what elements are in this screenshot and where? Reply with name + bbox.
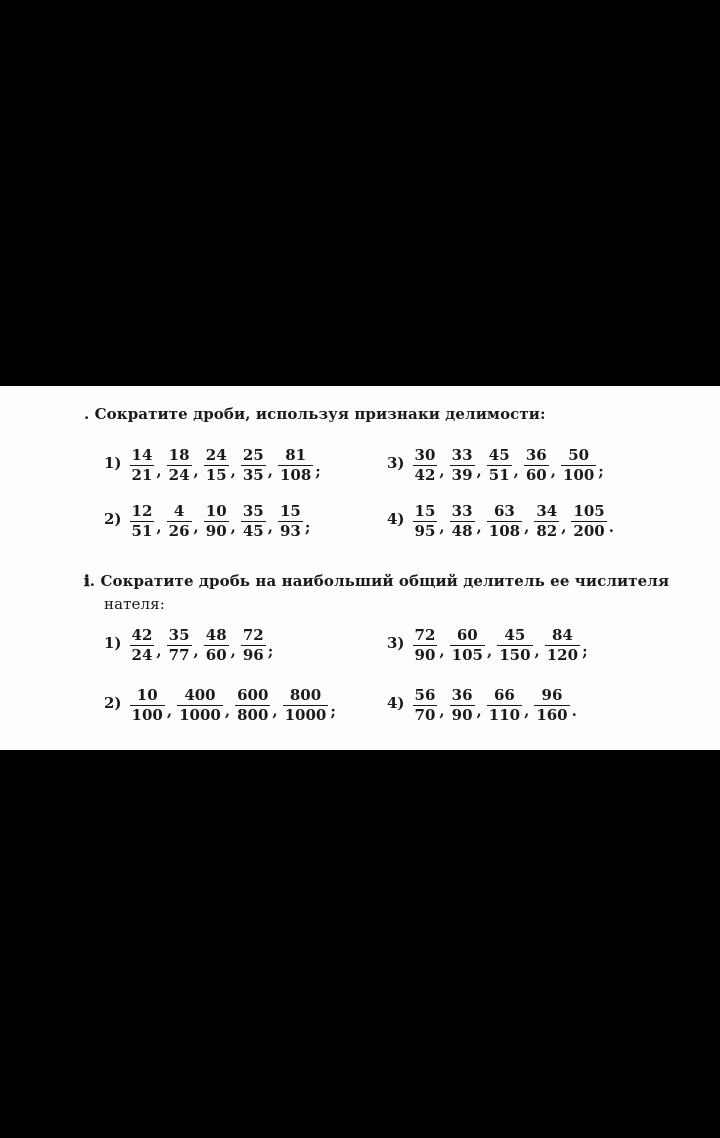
numerator: 63	[493, 501, 515, 520]
comma-separator: ,	[267, 518, 273, 536]
numerator: 72	[242, 625, 264, 644]
numerator: 24	[205, 445, 227, 464]
denominator: 160	[536, 705, 568, 724]
numerator: 45	[504, 625, 526, 644]
end-punctuation: ;	[315, 462, 321, 480]
task2-group-1	[104, 623, 278, 667]
comma-separator: ,	[156, 462, 162, 480]
fraction	[524, 446, 549, 485]
denominator: 1000	[284, 705, 327, 724]
denominator: 800	[237, 705, 269, 724]
denominator: 90	[451, 705, 473, 724]
item-label: 3)	[387, 634, 405, 652]
comma-separator: ,	[524, 702, 530, 720]
numerator: 10	[205, 501, 227, 520]
fraction	[278, 446, 313, 485]
denominator: 39	[451, 465, 473, 484]
task2-group-4	[387, 683, 582, 727]
comma-separator: ,	[550, 462, 556, 480]
denominator: 77	[168, 645, 190, 664]
comma-separator: ,	[486, 642, 493, 660]
task1-group-2	[104, 499, 315, 543]
end-punctuation: .	[571, 702, 577, 720]
denominator: 150	[499, 645, 531, 664]
fraction	[534, 502, 559, 541]
denominator: 45	[242, 521, 264, 540]
comma-separator: ,	[193, 462, 199, 480]
item-label: 4)	[387, 694, 405, 712]
denominator: 96	[242, 645, 264, 664]
comma-separator: ,	[439, 642, 445, 660]
fraction	[534, 686, 569, 725]
fraction	[241, 502, 266, 541]
numerator: 30	[414, 445, 436, 464]
denominator: 108	[488, 521, 521, 540]
numerator: 12	[131, 501, 153, 520]
fraction	[497, 626, 532, 665]
task2-heading: ℹ. Сократите дробь на наибольший общий делитель ее числителя	[84, 572, 670, 590]
comma-separator: ,	[439, 518, 445, 536]
item-label: 2)	[104, 694, 122, 712]
numerator: 36	[451, 685, 473, 704]
fraction	[487, 446, 512, 485]
fraction	[177, 686, 223, 725]
comma-separator: ,	[513, 462, 519, 480]
fraction	[413, 686, 438, 725]
comma-separator: ,	[193, 518, 199, 536]
numerator: 66	[493, 685, 515, 704]
numerator: 18	[168, 445, 190, 464]
denominator: 110	[488, 705, 521, 724]
fraction	[450, 686, 475, 725]
denominator: 95	[414, 521, 436, 540]
numerator: 15	[279, 501, 301, 520]
comma-separator: ,	[476, 462, 482, 480]
comma-separator: ,	[267, 462, 273, 480]
end-punctuation: ;	[582, 642, 588, 660]
denominator: 60	[205, 645, 227, 664]
fraction	[235, 686, 270, 725]
item-label: 2)	[104, 510, 122, 528]
denominator: 1000	[179, 705, 221, 724]
fraction	[130, 686, 165, 725]
numerator: 35	[242, 501, 264, 520]
fraction	[283, 686, 329, 725]
numerator: 4	[173, 501, 185, 520]
comma-separator: ,	[439, 462, 445, 480]
numerator: 800	[289, 685, 322, 704]
comma-separator: ,	[524, 518, 530, 536]
numerator: 33	[451, 501, 473, 520]
comma-separator: ,	[439, 702, 445, 720]
denominator: 108	[279, 465, 312, 484]
numerator: 25	[242, 445, 264, 464]
comma-separator: ,	[193, 642, 199, 660]
item-label: 1)	[104, 454, 122, 472]
end-punctuation: ;	[330, 702, 336, 720]
comma-separator: ,	[224, 702, 231, 720]
fraction	[167, 626, 192, 665]
numerator: 600	[237, 685, 269, 704]
fraction	[450, 446, 475, 485]
item-label: 1)	[104, 634, 122, 652]
fraction	[487, 686, 522, 725]
fraction	[130, 502, 155, 541]
fraction	[450, 502, 475, 541]
fraction	[167, 502, 192, 541]
task2-group-3	[387, 623, 593, 667]
fraction	[545, 626, 580, 665]
denominator: 60	[525, 465, 547, 484]
denominator: 100	[562, 465, 595, 484]
numerator: 50	[568, 445, 590, 464]
denominator: 42	[414, 465, 436, 484]
end-punctuation: ;	[304, 518, 311, 536]
denominator: 51	[488, 465, 510, 484]
denominator: 120	[546, 645, 579, 664]
numerator: 15	[414, 501, 436, 520]
numerator: 56	[414, 685, 436, 704]
numerator: 72	[414, 625, 436, 644]
task1-heading: . Сократите дроби, используя признаки делимости:	[84, 405, 546, 423]
numerator: 42	[131, 625, 153, 644]
fraction	[130, 626, 155, 665]
denominator: 105	[451, 645, 483, 664]
denominator: 200	[573, 521, 605, 540]
denominator: 90	[205, 521, 227, 540]
end-punctuation: ;	[598, 462, 604, 480]
fraction	[413, 446, 438, 485]
numerator: 84	[551, 625, 573, 644]
fraction	[413, 626, 438, 665]
denominator: 48	[451, 521, 473, 540]
numerator: 60	[456, 625, 478, 644]
numerator: 35	[168, 625, 190, 644]
fraction	[571, 502, 606, 541]
numerator: 14	[131, 445, 153, 464]
numerator: 48	[205, 625, 227, 644]
comma-separator: ,	[230, 462, 236, 480]
fraction	[561, 446, 596, 485]
numerator: 81	[285, 445, 307, 464]
fraction	[487, 502, 522, 541]
task2-heading-continued: нателя:	[104, 595, 165, 613]
task2-group-2	[104, 683, 341, 727]
item-label: 4)	[387, 510, 405, 528]
denominator: 100	[131, 705, 163, 724]
numerator: 34	[536, 501, 558, 520]
fraction	[450, 626, 485, 665]
comma-separator: ,	[476, 518, 482, 536]
denominator: 82	[536, 521, 558, 540]
fraction	[241, 626, 266, 665]
comma-separator: ,	[534, 642, 540, 660]
comma-separator: ,	[230, 642, 236, 660]
numerator: 45	[488, 445, 510, 464]
end-punctuation: ;	[267, 642, 274, 660]
numerator: 10	[136, 685, 158, 704]
numerator: 400	[184, 685, 216, 704]
fraction	[130, 446, 155, 485]
item-label: 3)	[387, 454, 405, 472]
denominator: 70	[414, 705, 436, 724]
denominator: 24	[168, 465, 190, 484]
task1-group-1	[104, 443, 326, 487]
fraction	[413, 502, 438, 541]
numerator: 33	[451, 445, 473, 464]
comma-separator: ,	[561, 518, 567, 536]
denominator: 24	[131, 645, 153, 664]
denominator: 35	[242, 465, 264, 484]
numerator: 96	[541, 685, 563, 704]
fraction	[204, 446, 229, 485]
comma-separator: ,	[156, 518, 162, 536]
fraction	[204, 626, 229, 665]
task1-group-3	[387, 443, 609, 487]
numerator: 105	[573, 501, 605, 520]
comma-separator: ,	[230, 518, 236, 536]
denominator: 51	[131, 521, 153, 540]
comma-separator: ,	[476, 702, 482, 720]
denominator: 15	[205, 465, 227, 484]
textbook-page	[0, 386, 720, 750]
comma-separator: ,	[156, 642, 162, 660]
fraction	[278, 502, 303, 541]
end-punctuation: .	[608, 518, 614, 536]
denominator: 93	[279, 521, 301, 540]
denominator: 26	[168, 521, 190, 540]
fraction	[167, 446, 192, 485]
denominator: 21	[131, 465, 153, 484]
numerator: 36	[525, 445, 547, 464]
fraction	[241, 446, 266, 485]
task1-group-4	[387, 499, 619, 543]
comma-separator: ,	[272, 702, 278, 720]
denominator: 90	[414, 645, 436, 664]
fraction	[204, 502, 229, 541]
comma-separator: ,	[166, 702, 173, 720]
